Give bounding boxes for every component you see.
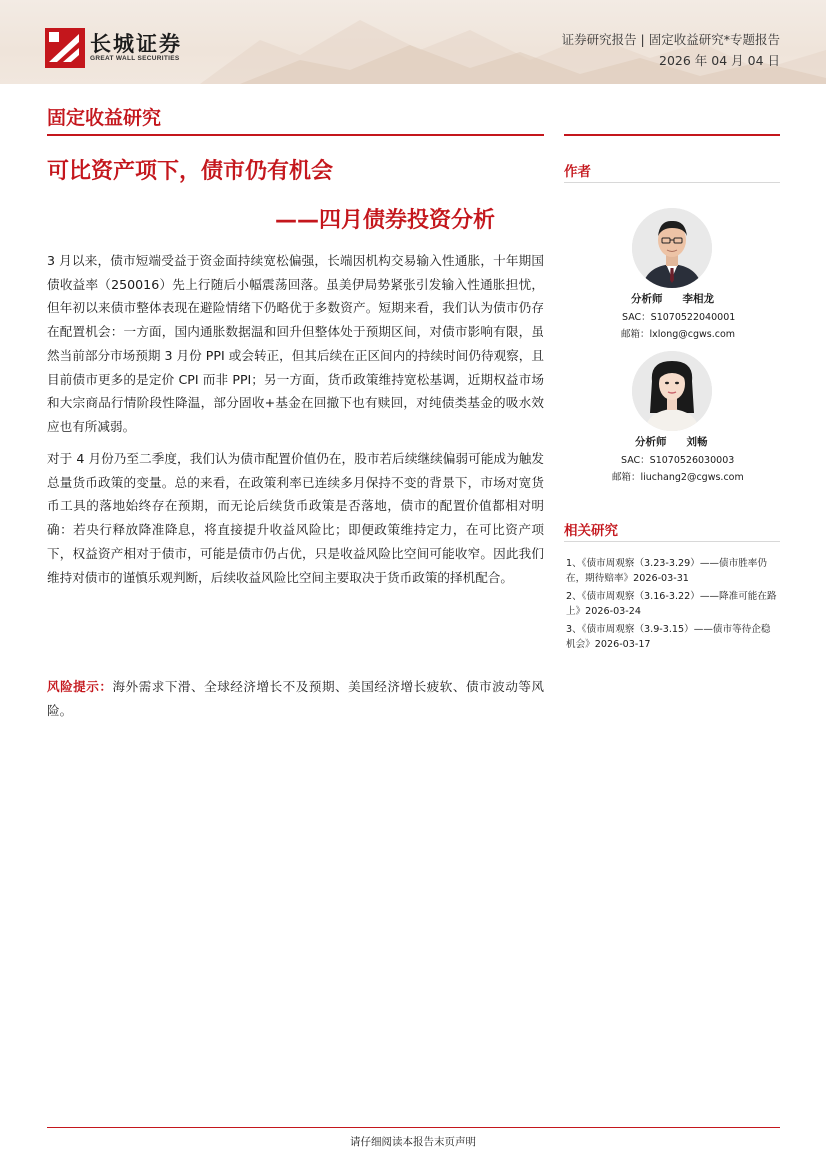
risk-warning [47, 675, 544, 722]
author-rule [564, 182, 780, 183]
analyst-2-line [635, 434, 708, 449]
author-heading: 作者 [564, 164, 591, 180]
brand-name-en: GREAT WALL SECURITIES [90, 55, 180, 62]
section-title: 固定收益研究 [47, 107, 162, 129]
related-research-item[interactable]: 1、《债市周观察（3.23-3.29）——债市胜率仍在，期待赔率》2026-03-31 [566, 558, 767, 584]
body-paragraph-1: 3 月以来，债市短端受益于资金面持续宽松偏强，长端因机构交易输入性通胀，十年期国债收益率（250016）先上行随后小幅震荡回落。虽美伊局势紧张引发输入性通胀担忧，但年初以来债市整体表现在避险情绪下仍略优于多数资产。短期来看，我们认为债市仍存在配置机会：一方面，国内通胀数据温和回升但整体处于预期区间，对债市影响有限，虽然当前部分市场预期 3 月份 PPI 或会转正，但其后续在正区间内的持续时间仍待观察，且目前债市更多的是定价 CPI 而非 PPI；另一方面，货币政策维持宽松基调，近期权益市场和大宗商品行情阶段性降温，部分固收+基金在回撤下也有赎回，对纯债类基金的吸水效应也有所减弱。 [47, 253, 544, 434]
footer-disclaimer: 请仔细阅读本报告末页声明 [350, 1136, 476, 1148]
brand-name-cn: 长城证券 [90, 32, 182, 56]
analyst-1-line [631, 291, 714, 306]
analyst-2-role: 分析师 [635, 436, 667, 448]
header-banner [0, 0, 826, 84]
related-research-heading: 相关研究 [564, 523, 618, 539]
analyst-1-sac: SAC：S1070522040001 [622, 312, 736, 323]
analyst-2-sac: SAC：S1070526030003 [621, 455, 735, 466]
analyst-photo [632, 208, 712, 288]
analyst-2-name: 刘畅 [686, 436, 708, 448]
analyst-photo-male [632, 208, 712, 288]
report-type: 证券研究报告 | 固定收益研究*专题报告 [561, 32, 780, 47]
related-research-item[interactable]: 2、《债市周观察（3.16-3.22）——降准可能在路上》2026-03-24 [566, 591, 777, 617]
related-rule [564, 541, 780, 542]
risk-label: 风险提示： [47, 679, 113, 694]
analyst-1-name: 李相龙 [682, 293, 714, 305]
footer-divider [47, 1127, 780, 1128]
analyst-photo [632, 351, 712, 431]
report-date: 2026 年 04 月 04 日 [659, 53, 780, 68]
analyst-1-email: 邮箱：lxlong@cgws.com [621, 329, 736, 340]
sidebar-divider [564, 134, 780, 136]
analyst-2-email: 邮箱：liuchang2@cgws.com [612, 472, 744, 483]
analyst-photo-female [632, 351, 712, 431]
analyst-1-role: 分析师 [631, 293, 663, 305]
report-subtitle: ——四月债券投资分析 [275, 208, 496, 233]
risk-text: 海外需求下滑、全球经济增长不及预期、美国经济增长疲软、债市波动等风险。 [47, 679, 545, 718]
brand-logo [45, 28, 85, 68]
related-research-item[interactable]: 3、《债市周观察（3.9-3.15）——债市等待企稳机会》2026-03-17 [566, 624, 771, 650]
body-paragraph-2: 对于 4 月份乃至二季度，我们认为债市配置价值仍在，股市若后续继续偏弱可能成为触发总量货币政策的变量。总的来看，在政策利率已连续多月保持不变的背景下，市场对宽货币工具的落地始终存在预期，而无论后续货币政策是否落地，债市的配置价值都相对明确：若央行释放降准降息，将直接提升收益风险比；即便政策维持定力，在可比资产项下，权益资产相对于债市，可能是债市仍占优，只是收益风险比空间可能收窄。因此我们维持对债市的谨慎乐观判断，后续收益风险比空间主要取决于货币政策的择机配合。 [47, 451, 544, 585]
report-title: 可比资产项下，债市仍有机会 [47, 159, 334, 184]
section-divider [47, 134, 544, 136]
